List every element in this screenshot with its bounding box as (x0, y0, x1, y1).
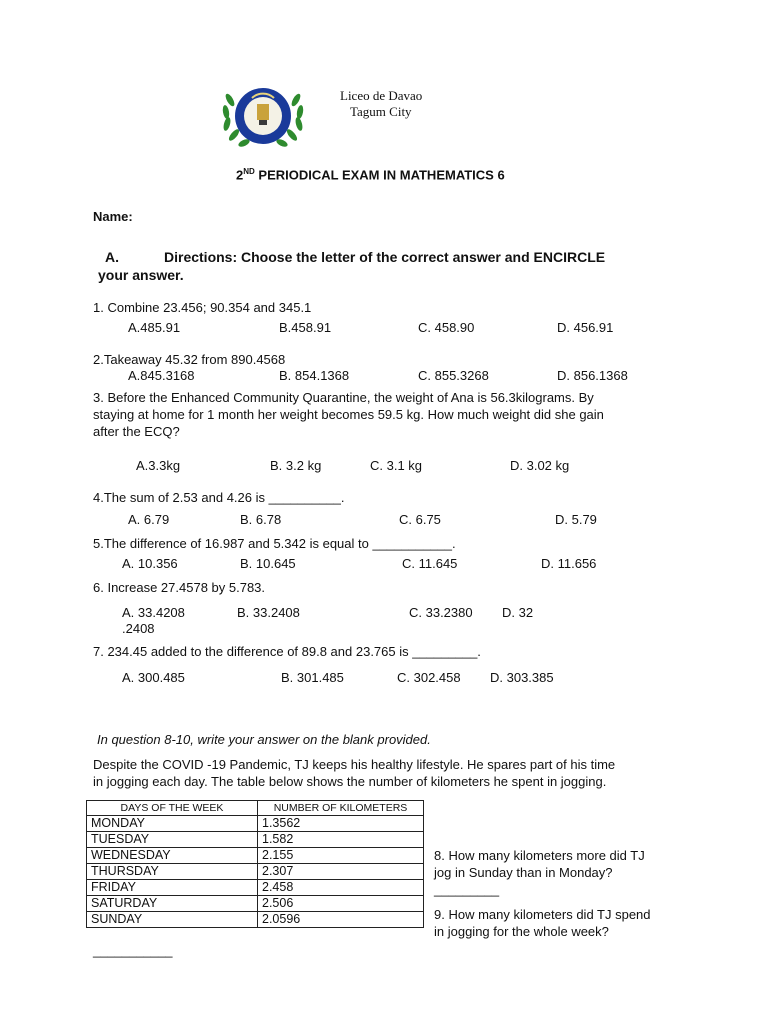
question-8-answer-blank[interactable]: _________ (434, 882, 500, 897)
q4-option-d[interactable]: D. 5.79 (555, 512, 597, 527)
exam-title-rest: PERIODICAL EXAM IN MATHEMATICS 6 (254, 167, 505, 183)
q6-option-b[interactable]: B. 33.2408 (237, 605, 300, 620)
q3-option-c[interactable]: C. 3.1 kg (370, 458, 423, 473)
name-label: Name: (93, 209, 133, 224)
school-logo (218, 80, 308, 152)
column-header-days: DAYS OF THE WEEK (87, 801, 258, 816)
section-a-directions: Directions: Choose the letter of the correct answer and ENCIRCLE (164, 249, 606, 265)
table-row (87, 912, 424, 928)
q7-option-b[interactable]: B. 301.485 (281, 670, 344, 685)
q5-option-d[interactable]: D. 11.656 (541, 556, 597, 571)
q5-option-b[interactable]: B. 10.645 (240, 556, 296, 571)
exam-title-sup: ND (243, 167, 255, 176)
q1-option-b[interactable]: B.458.91 (279, 320, 332, 335)
question-3-line-3: after the ECQ? (93, 424, 180, 439)
table-row (87, 880, 424, 896)
question-2: 2.Takeaway 45.32 from 890.4568 (93, 352, 286, 367)
covid-paragraph-line-1: Despite the COVID -19 Pandemic, TJ keeps his healthy lifestyle. He spares part of his time (93, 757, 616, 772)
q5-option-c[interactable]: C. 11.645 (402, 556, 458, 571)
q6-option-d-continued: .2408 (122, 621, 155, 636)
column-header-kilometers: NUMBER OF KILOMETERS (258, 801, 424, 816)
table-row (87, 848, 424, 864)
day-cell: TUESDAY (87, 832, 258, 848)
q2-option-b[interactable]: B. 854.1368 (279, 368, 350, 383)
q3-option-b[interactable]: B. 3.2 kg (270, 458, 322, 473)
q4-option-c[interactable]: C. 6.75 (399, 512, 441, 527)
section-a-directions-cont: your answer. (98, 267, 184, 283)
q7-option-a[interactable]: A. 300.485 (122, 670, 185, 685)
kilometers-table (86, 800, 424, 928)
q7-option-d[interactable]: D. 303.385 (490, 670, 554, 685)
km-cell: 2.0596 (258, 912, 424, 928)
q4-option-b[interactable]: B. 6.78 (240, 512, 282, 527)
section-a-letter: A. (105, 249, 119, 265)
table-row (87, 896, 424, 912)
school-name: Liceo de Davao (340, 88, 423, 103)
q3-option-a[interactable]: A.3.3kg (136, 458, 181, 473)
day-cell: FRIDAY (87, 880, 258, 896)
q6-option-c[interactable]: C. 33.2380 (409, 605, 473, 620)
exam-title (236, 167, 505, 182)
km-cell: 2.458 (258, 880, 424, 896)
question-8-line-1: 8. How many kilometers more did TJ (434, 848, 645, 863)
day-cell: WEDNESDAY (87, 848, 258, 864)
table-row (87, 832, 424, 848)
table-row (87, 816, 424, 832)
q1-option-d[interactable]: D. 456.91 (557, 320, 614, 335)
question-9-line-2: in jogging for the whole week? (434, 924, 609, 939)
question-1: 1. Combine 23.456; 90.354 and 345.1 (93, 300, 312, 315)
question-8-line-2: jog in Sunday than in Monday? (434, 865, 613, 880)
q2-option-d[interactable]: D. 856.1368 (557, 368, 628, 383)
q7-option-c[interactable]: C. 302.458 (397, 670, 461, 685)
question-3-line-1: 3. Before the Enhanced Community Quarantine, the weight of Ana is 56.3kilograms. By (93, 390, 594, 405)
q3-option-d[interactable]: D. 3.02 kg (510, 458, 570, 473)
q6-option-d[interactable]: D. 32 (502, 605, 534, 620)
km-cell: 1.582 (258, 832, 424, 848)
q1-option-a[interactable]: A.485.91 (128, 320, 181, 335)
question-5: 5.The difference of 16.987 and 5.342 is equal to ___________. (93, 536, 456, 551)
table-row (87, 864, 424, 880)
km-cell: 2.155 (258, 848, 424, 864)
km-cell: 2.506 (258, 896, 424, 912)
day-cell: MONDAY (87, 816, 258, 832)
question-7: 7. 234.45 added to the difference of 89.8 and 23.765 is _________. (93, 644, 481, 659)
day-cell: SATURDAY (87, 896, 258, 912)
covid-paragraph-line-2: in jogging each day. The table below shows the number of kilometers he spent in jogging. (93, 774, 607, 789)
q6-option-a[interactable]: A. 33.4208 (122, 605, 185, 620)
q2-option-c[interactable]: C. 855.3268 (418, 368, 489, 383)
question-6: 6. Increase 27.4578 by 5.783. (93, 580, 266, 595)
q1-option-c[interactable]: C. 458.90 (418, 320, 475, 335)
q4-option-a[interactable]: A. 6.79 (128, 512, 170, 527)
day-cell: THURSDAY (87, 864, 258, 880)
answer-blank[interactable]: ___________ (93, 943, 173, 958)
question-9-line-1: 9. How many kilometers did TJ spend (434, 907, 651, 922)
day-cell: SUNDAY (87, 912, 258, 928)
instruction-8-10: In question 8-10, write your answer on the blank provided. (97, 732, 431, 747)
q5-option-a[interactable]: A. 10.356 (122, 556, 178, 571)
km-cell: 2.307 (258, 864, 424, 880)
table-header-row (87, 801, 424, 816)
km-cell: 1.3562 (258, 816, 424, 832)
question-4: 4.The sum of 2.53 and 4.26 is __________. (93, 490, 345, 505)
question-3-line-2: staying at home for 1 month her weight becomes 59.5 kg. How much weight did she gain (93, 407, 604, 422)
q2-option-a[interactable]: A.845.3168 (128, 368, 195, 383)
exam-title-ordinal: 2 (236, 167, 244, 183)
school-city: Tagum City (350, 104, 412, 119)
